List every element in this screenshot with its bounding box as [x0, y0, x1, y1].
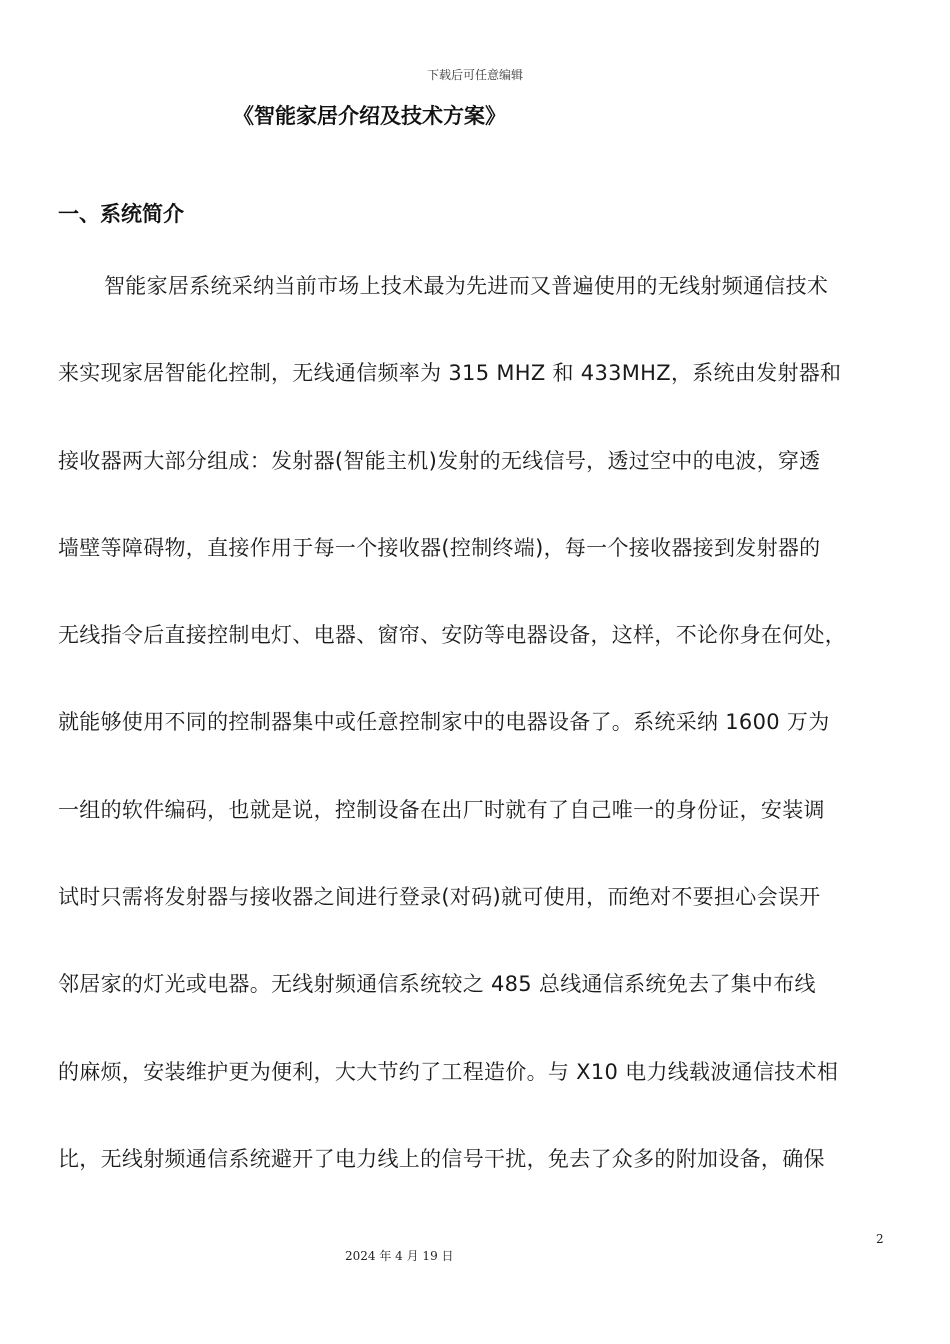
paragraph-line: 就能够使用不同的控制器集中或任意控制家中的电器设备了。系统采纳 1600 万为 [58, 710, 830, 735]
paragraph-line: 无线指令后直接控制电灯、电器、窗帘、安防等电器设备，这样，不论你身在何处， [58, 623, 847, 648]
document-title: 《智能家居介绍及技术方案》 [233, 104, 506, 128]
body-paragraph [58, 264, 898, 1224]
paragraph-line: 一组的软件编码，也就是说，控制设备在出厂时就有了自己唯一的身份证，安装调 [58, 797, 825, 822]
paragraph-line: 比，无线射频通信系统避开了电力线上的信号干扰，免去了众多的附加设备，确保 [58, 1146, 825, 1171]
paragraph-line: 的麻烦，安装维护更为便利，大大节约了工程造价。与 X10 电力线载波通信技术相 [58, 1059, 839, 1084]
paragraph-line: 试时只需将发射器与接收器之间进行登录(对码)就可使用，而绝对不要担心会误开 [58, 885, 821, 910]
header-note: 下载后可任意编辑 [426, 68, 523, 82]
section-heading: 一、系统简介 [58, 202, 184, 226]
paragraph-line: 墙壁等障碍物，直接作用于每一个接收器(控制终端)，每一个接收器接到发射器的 [58, 535, 821, 560]
page-number: 2 [876, 1232, 884, 1246]
paragraph-line: 邻居家的灯光或电器。无线射频通信系统较之 485 总线通信系统免去了集中布线 [58, 972, 816, 997]
footer-date: 2024 年 4 月 19 日 [345, 1249, 454, 1263]
paragraph-line: 来实现家居智能化控制，无线通信频率为 315 MHZ 和 433MHZ，系统由发射器和 [58, 361, 842, 386]
paragraph-line: 接收器两大部分组成：发射器(智能主机)发射的无线信号，透过空中的电波，穿透 [58, 448, 821, 473]
paragraph-line: 智能家居系统采纳当前市场上技术最为先进而又普遍使用的无线射频通信技术 [104, 274, 829, 298]
